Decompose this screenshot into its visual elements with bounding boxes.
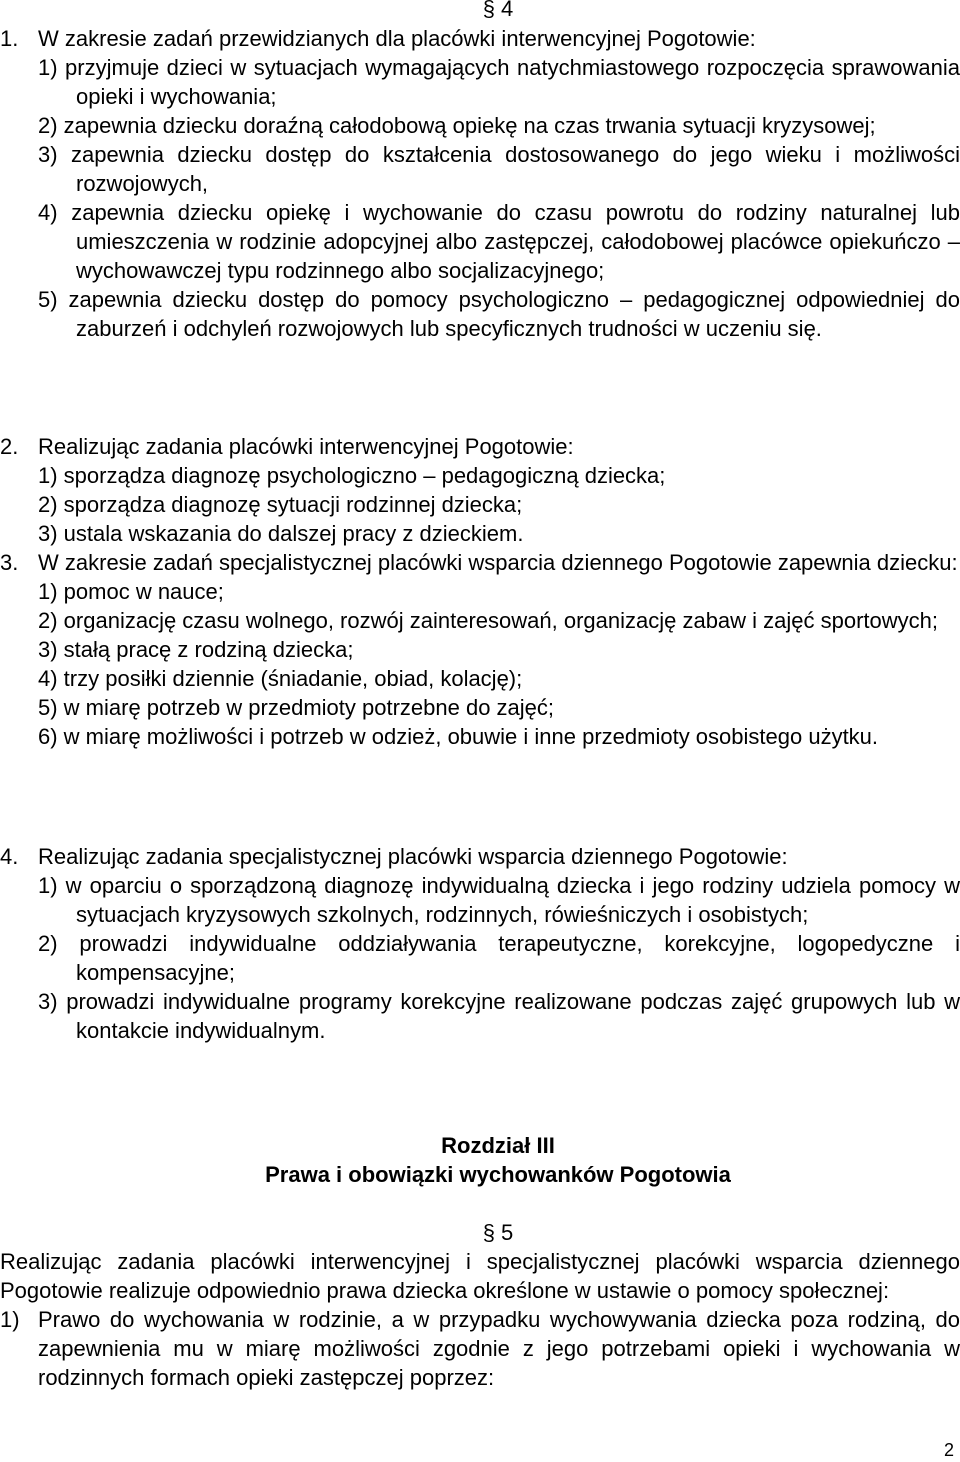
list-item: 5) w miarę potrzeb w przedmioty potrzebne do zajęć;: [38, 695, 555, 720]
paragraph-2: [0, 432, 960, 548]
chapter-subtitle: Prawa i obowiązki wychowanków Pogotowia: [265, 1162, 731, 1187]
list-item: 3) zapewnia dziecku dostęp do kształcenia dostosowanego do jego wieku i możliwości rozwojowych,: [38, 142, 960, 196]
list-item: [0, 1305, 960, 1392]
paragraph-lead: W zakresie zadań przewidzianych dla placówki interwencyjnej Pogotowie:: [38, 26, 756, 51]
item-number: 1): [0, 1307, 20, 1332]
paragraph-number: 2.: [0, 434, 19, 459]
paragraph-lead: W zakresie zadań specjalistycznej placówki wsparcia dziennego Pogotowie zapewnia dziecku:: [38, 550, 958, 575]
paragraph-lead: Realizując zadania specjalistycznej placówki wsparcia dziennego Pogotowie:: [38, 844, 788, 869]
paragraph-number: 3.: [0, 550, 19, 575]
list-item: 3) stałą pracę z rodziną dziecka;: [38, 637, 354, 662]
item-text: Prawo do wychowania w rodzinie, a w przypadku wychowywania dziecka poza rodziną, do zapewnienia mu w miarę możliwości zgodnie z jego potrzebami opieki i wychowania w rodzinnych formach opieki zastępczej poprzez:: [38, 1307, 960, 1390]
list-item: 5) zapewnia dziecku dostęp do pomocy psychologiczno – pedagogicznej odpowiedniej do zaburzeń i odchyleń rozwojowych lub specyficznych trudności w uczeniu się.: [38, 287, 960, 341]
list-item: 3) ustala wskazania do dalszej pracy z dzieckiem.: [38, 521, 524, 546]
chapter-title: Rozdział III: [441, 1133, 555, 1158]
paragraph-4: [0, 842, 960, 1045]
paragraph-3: [0, 548, 960, 751]
paragraph-number: 1.: [0, 26, 19, 51]
page-number: 2: [943, 1440, 954, 1460]
list-item: 1) pomoc w nauce;: [38, 579, 224, 604]
list-item: 1) przyjmuje dzieci w sytuacjach wymagających natychmiastowego rozpoczęcia sprawowania opieki i wychowania;: [38, 55, 960, 109]
list-item: 4) zapewnia dziecku opiekę i wychowanie do czasu powrotu do rodziny naturalnej lub umieszczenia w rodzinie adopcyjnej albo zastępczej, całodobowej placówce opiekuńczo – wychowawczej typu rodzinnego albo socjalizacyjnego;: [38, 200, 960, 283]
section-5-body: [0, 1247, 960, 1392]
list-item: 3) prowadzi indywidualne programy korekcyjne realizowane podczas zajęć grupowych lub w kontakcie indywidualnym.: [38, 989, 960, 1043]
section-5-heading: § 5: [482, 1220, 514, 1245]
paragraph-1: [0, 24, 960, 343]
paragraph-lead: Realizując zadania placówki interwencyjnej Pogotowie:: [38, 434, 574, 459]
section-5-intro: Realizując zadania placówki interwencyjnej i specjalistycznej placówki wsparcia dziennego Pogotowie realizuje odpowiednio prawa dziecka określone w ustawie o pomocy społecznej:: [0, 1249, 960, 1303]
section-4-heading: § 4: [482, 0, 514, 21]
list-item: 4) trzy posiłki dziennie (śniadanie, obiad, kolację);: [38, 666, 523, 691]
list-item: 6) w miarę możliwości i potrzeb w odzież, obuwie i inne przedmioty osobistego użytku.: [38, 724, 879, 749]
list-item: 2) prowadzi indywidualne oddziaływania terapeutyczne, korekcyjne, logopedyczne i kompensacyjne;: [38, 931, 960, 985]
list-item: 1) sporządza diagnozę psychologiczno – pedagogiczną dziecka;: [38, 463, 666, 488]
paragraph-number: 4.: [0, 844, 19, 869]
list-item: 2) organizację czasu wolnego, rozwój zainteresowań, organizację zabaw i zajęć sportowych;: [38, 608, 939, 633]
list-item: 2) zapewnia dziecku doraźną całodobową opiekę na czas trwania sytuacji kryzysowej;: [38, 113, 876, 138]
list-item: 2) sporządza diagnozę sytuacji rodzinnej dziecka;: [38, 492, 523, 517]
list-item: 1) w oparciu o sporządzoną diagnozę indywidualną dziecka i jego rodziny udziela pomocy w sytuacjach kryzysowych szkolnych, rodzinnych, rówieśniczych i osobistych;: [38, 873, 960, 927]
